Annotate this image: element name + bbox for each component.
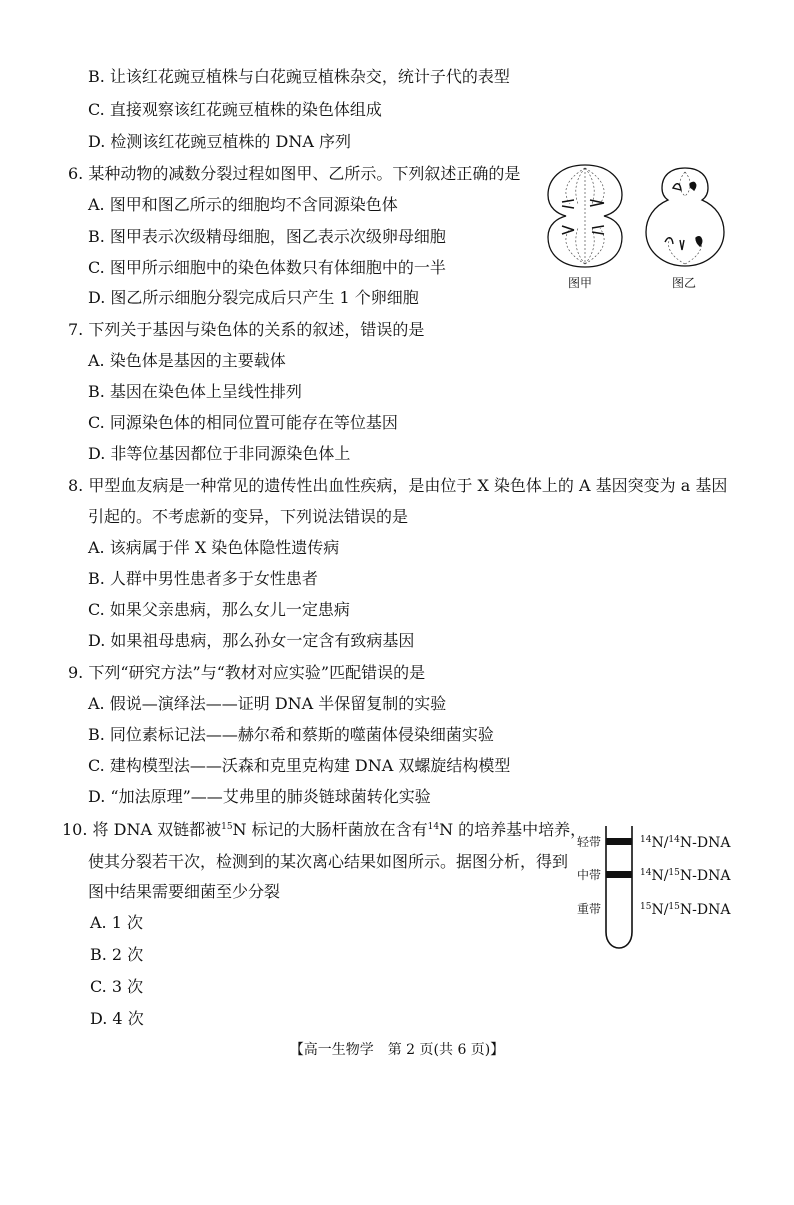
- q9-option-c: C. 建构模型法——沃森和克里克构建 DNA 双螺旋结构模型: [88, 756, 511, 775]
- q10-option-d: D. 4 次: [90, 1009, 144, 1028]
- q9-option-b: B. 同位素标记法——赫尔希和蔡斯的噬菌体侵染细菌实验: [88, 725, 494, 744]
- dna-label-middle: [640, 868, 730, 884]
- q10-sup-14: 14: [427, 822, 440, 832]
- q8-option-a: A. 该病属于伴 X 染色体隐性遗传病: [88, 538, 340, 557]
- q10-option-c: C. 3 次: [90, 977, 144, 996]
- q6-option-d: D. 图乙所示细胞分裂完成后只产生 1 个卵细胞: [88, 288, 419, 307]
- dna-heavy-mid: N/: [651, 902, 669, 918]
- cell-figure-jia: [540, 160, 630, 272]
- band-label-middle: 中带: [577, 868, 602, 882]
- q8-stem-line2: 引起的。不考虑新的变异，下列说法错误的是: [88, 507, 409, 526]
- dna-heavy-end: N-DNA: [679, 902, 731, 918]
- fig-yi-label: 图乙: [672, 276, 697, 290]
- q10-stem-line1: [62, 820, 586, 840]
- q7-option-a: A. 染色体是基因的主要载体: [88, 351, 286, 370]
- dna-label-heavy: [640, 902, 730, 918]
- centrifuge-tube: [602, 826, 636, 950]
- dna-heavy-sup2: 15: [668, 902, 680, 912]
- light-band: [606, 838, 632, 845]
- q7-option-d: D. 非等位基因都位于非同源染色体上: [88, 444, 351, 463]
- q7-stem: 7. 下列关于基因与染色体的关系的叙述，错误的是: [68, 320, 425, 339]
- q10-stem-line2: 使其分裂若干次，检测到的某次离心结果如图所示。据图分析，得到: [88, 852, 569, 871]
- dna-heavy-sup1: 15: [640, 902, 652, 912]
- cell-figure-yi: [640, 160, 730, 272]
- q8-option-b: B. 人群中男性患者多于女性患者: [88, 569, 318, 588]
- q5-option-d: D. 检测该红花豌豆植株的 DNA 序列: [88, 132, 351, 151]
- q10-stem-line3: 图中结果需要细菌至少分裂: [88, 882, 281, 901]
- q7-option-b: B. 基因在染色体上呈线性排列: [88, 382, 302, 401]
- q6-stem: 6. 某种动物的减数分裂过程如图甲、乙所示。下列叙述正确的是: [68, 164, 521, 183]
- q6-option-c: C. 图甲所示细胞中的染色体数只有体细胞中的一半: [88, 258, 446, 277]
- dna-mid-end: N-DNA: [679, 868, 731, 884]
- q10-option-a: A. 1 次: [90, 913, 143, 932]
- dna-light-sup2: 14: [668, 835, 680, 845]
- fig-jia-label: 图甲: [568, 276, 593, 290]
- dna-label-light: [640, 835, 730, 851]
- q10-stem-part3: N 的培养基中培养，: [439, 820, 587, 839]
- q8-option-d: D. 如果祖母患病，那么孙女一定含有致病基因: [88, 631, 415, 650]
- q9-stem: 9. 下列“研究方法”与“教材对应实验”匹配错误的是: [68, 663, 426, 682]
- q6-option-b: B. 图甲表示次级精母细胞，图乙表示次级卵母细胞: [88, 227, 446, 246]
- q9-option-a: A. 假说—演绎法——证明 DNA 半保留复制的实验: [88, 694, 447, 713]
- q8-stem-line1: 8. 甲型血友病是一种常见的遗传性出血性疾病，是由位于 X 染色体上的 A 基因突变为 a 基因: [68, 476, 728, 495]
- band-label-heavy: 重带: [577, 902, 602, 916]
- middle-band: [606, 871, 632, 878]
- q10-sup-15: 15: [221, 822, 233, 832]
- q10-stem-part2: N 标记的大肠杆菌放在含有: [232, 820, 428, 839]
- dna-mid-sup2: 15: [668, 868, 680, 878]
- q5-option-b: B. 让该红花豌豆植株与白花豌豆植株杂交，统计子代的表型: [88, 67, 510, 86]
- q6-option-a: A. 图甲和图乙所示的细胞均不含同源染色体: [88, 195, 398, 214]
- q10-option-b: B. 2 次: [90, 945, 144, 964]
- dna-light-end: N-DNA: [679, 835, 731, 851]
- page-footer: 【高一生物学 第 2 页(共 6 页)】: [289, 1042, 505, 1058]
- q7-option-c: C. 同源染色体的相同位置可能存在等位基因: [88, 413, 398, 432]
- q8-option-c: C. 如果父亲患病，那么女儿一定患病: [88, 600, 350, 619]
- dna-light-sup1: 14: [640, 835, 652, 845]
- q9-option-d: D. “加法原理”——艾弗里的肺炎链球菌转化实验: [88, 787, 431, 806]
- dna-light-mid: N/: [651, 835, 669, 851]
- q10-stem-part1: 10. 将 DNA 双链都被: [62, 820, 222, 839]
- band-label-light: 轻带: [577, 835, 602, 849]
- dna-mid-mid: N/: [651, 868, 669, 884]
- dna-mid-sup1: 14: [640, 868, 652, 878]
- q5-option-c: C. 直接观察该红花豌豆植株的染色体组成: [88, 100, 382, 119]
